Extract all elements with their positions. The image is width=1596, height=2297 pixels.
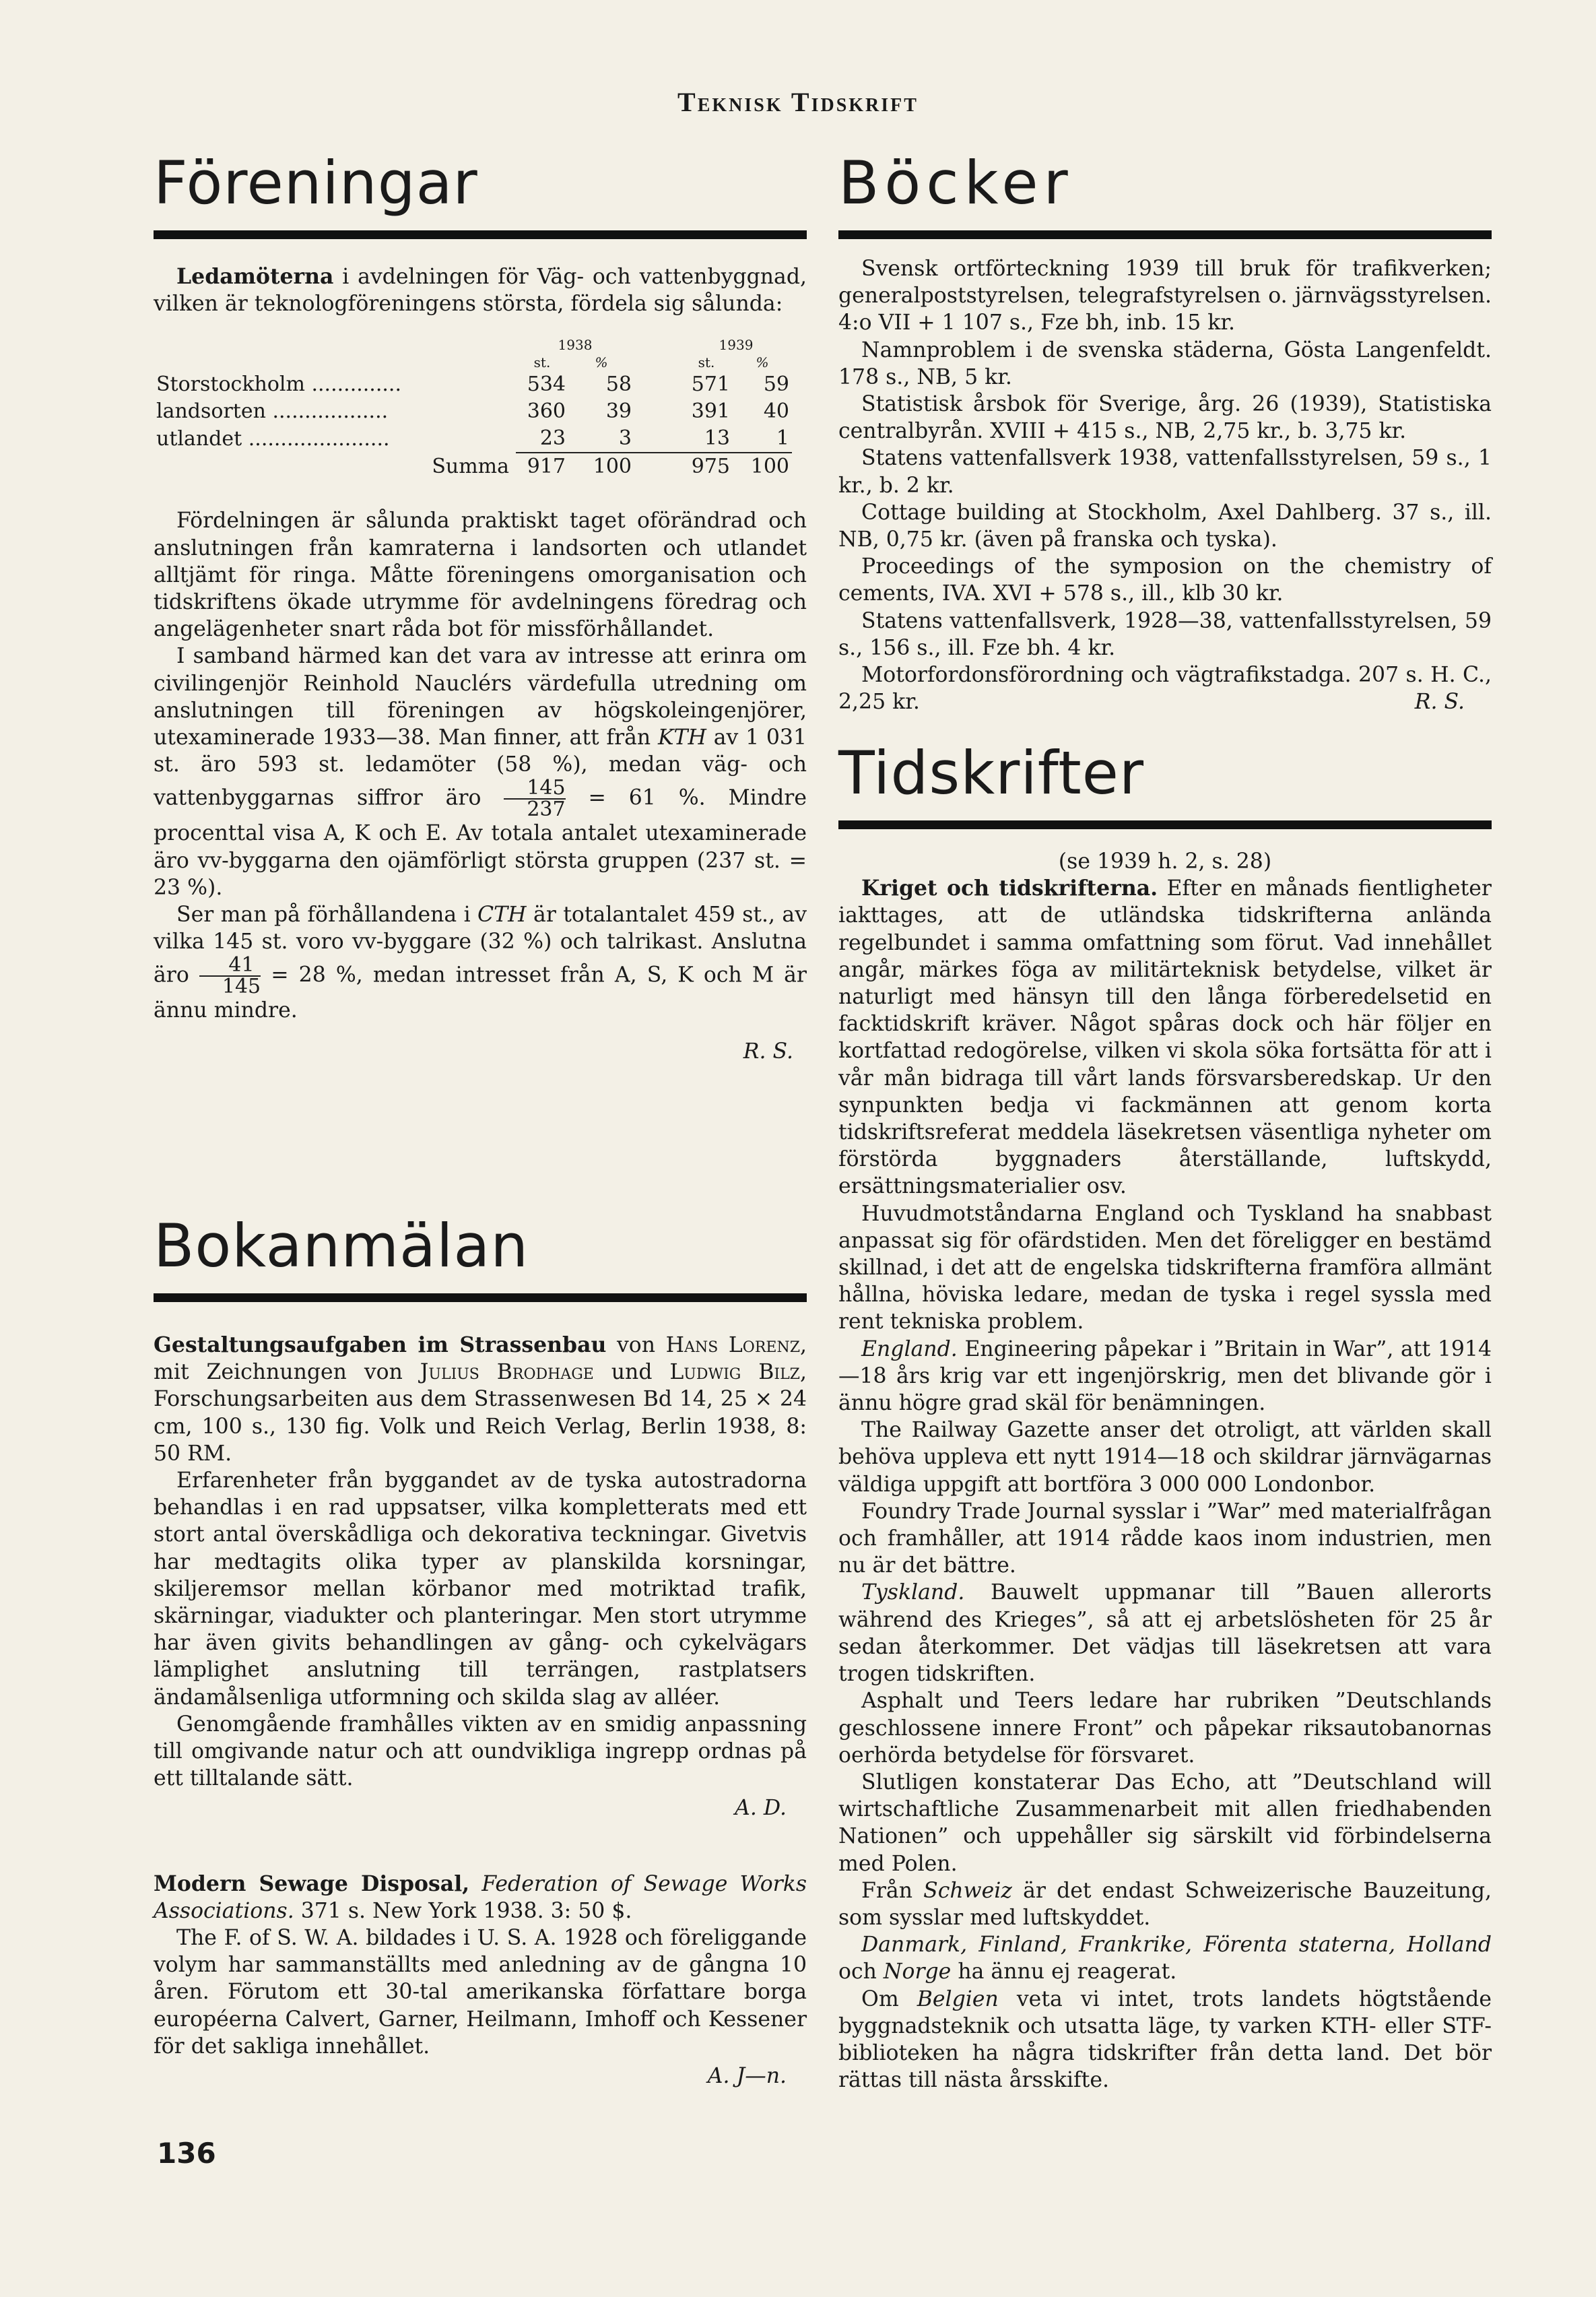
foreningar-paragraph: I samband härmed kan det vara av intresse att erinra om civilingenjör Reinhold Nauclérs värdefulla utredning om anslutningen till föreningen av högskoleingenjörer, utexaminerade 1933—38. Man finner, att från KTH av 1 031 st. äro 593 st. ledamöter (58 %), medan väg- och vattenbyggarnas siffror äro $\frac{145}{237}$ = 61 %. Mindre procenttal visa A, K och E. Av totala antalet utexaminerade äro vv-byggarna den ojämförligt största gruppen (237 st. = 23 %). xyxy=(154,644,807,900)
section-bocker xyxy=(838,150,1492,716)
review-heading: Modern Sewage Disposal, Federation of Sewage Works Associations. 371 s. New York 1938. 3: 50 $. xyxy=(154,1871,807,1923)
tidskrifter-paragraph: Danmark, Finland, Frankrike, Förenta staterna, Holland och Norge ha ännu ej reagerat. xyxy=(838,1933,1492,1984)
table-row: utlandet ...................... 23 3 13 1 xyxy=(156,426,789,451)
table-sum-row: Summa 917 100 975 100 xyxy=(154,453,792,480)
tidskrifter-paragraph: Från Schweiz är det endast Schweizerische Bauzeitung, som sysslar med luftskyddet. xyxy=(838,1878,1492,1930)
book-entry: Namnproblem i de svenska städerna, Gösta Langenfeldt. 178 s., NB, 5 kr. xyxy=(838,337,1492,389)
signature: R. S. xyxy=(1414,690,1465,715)
tidskrifter-paragraph: Om Belgien veta vi intet, trots landets högtstående byggnadsteknik och utsatta läge, ty varken KTH- eller STF-biblioteken ha några tidskrifter från detta land. Det bör rättas till nästa årsskifte. xyxy=(838,1986,1492,2093)
signature: A. J—n. xyxy=(707,2064,787,2089)
bocker-body xyxy=(838,255,1492,716)
tidskrifter-paragraph: Asphalt und Teers ledare har rubriken ”Deutschlands geschlossene innere Front” och påpekar riksautobanornas oerhörda betydelse för försvaret. xyxy=(838,1689,1492,1768)
book-entry: Statens vattenfallsverk, 1928—38, vattenfallsstyrelsen, 59 s., 156 s., ill. Fze bh. 4 kr. xyxy=(838,608,1492,660)
tidskrifter-body xyxy=(838,848,1492,2094)
section-title-foreningar: Föreningar xyxy=(154,148,478,218)
book-entry: Statistisk årsbok för Sverige, årg. 26 (1939), Statistiska centralbyrån. XVIII + 415 s., NB, 2,75 kr., b. 3,75 kr. xyxy=(838,392,1492,444)
table-row: landsorten .................. 360 39 391 40 xyxy=(156,399,789,424)
tidskrifter-paragraph: Tyskland. Bauwelt uppmanar till ”Bauen allerorts während des Krieges”, så att ej arbetslösheten för 25 år sedan återkommer. Det vädjas till läsekretsen att vara trogen tidskriften. xyxy=(838,1580,1492,1687)
bokanmalan-body xyxy=(154,1332,807,2090)
tidskrifter-paragraph: Slutligen konstaterar Das Echo, att ”Deutschland will wirtschaftliche Zusammenarbeit mit allen friedhabenden Nationen” och uppehåller sig särskilt vid förbindelserna med Polen. xyxy=(838,1770,1492,1876)
page-number: 136 xyxy=(157,2137,216,2170)
section-rule xyxy=(154,230,807,239)
book-entry: Svensk ortförteckning 1939 till bruk för trafikverken; generalpoststyrelsen, telegrafstyrelsen o. järnvägsstyrelsen. 4:o VII + 1 107 s., Fze bh, inb. 15 kr. xyxy=(838,257,1492,335)
foreningar-paragraph: Ser man på förhållandena i CTH är totalantalet 459 st., av vilka 145 st. voro vv-byggare (32 %) och talrikast. Anslutna äro $\frac{41}{145}$ = 28 %, medan intresset från A, S, K och M är ännu mindre. xyxy=(154,903,807,1023)
review-paragraph: Erfarenheter från byggandet av de tyska autostradorna behandlas i en rad uppsatser, vilka kompletterats med ett stort antal överskådliga och dekorativa teckningar. Givetvis har medtagits olika typer av planskilda korsningar, skiljeremsor mellan körbanor med motriktad trafik, skärningar, viadukter och planteringar. Men stort utrymme har även givits behandlingen av gång- och cykelvägars lämplighet anslutning till terrängen, rastplatsers ändamålsenliga utformning och skilda slag av alléer. xyxy=(154,1468,807,1710)
masthead: Teknisk Tidskrift xyxy=(677,87,919,117)
foreningar-intro: Ledamöterna i avdelningen för Väg- och vattenbyggnad, vilken är teknologföreningens största, fördela sig sålunda: xyxy=(154,264,807,317)
foreningar-body xyxy=(154,263,807,1065)
year-1938: 1938 xyxy=(558,337,593,354)
signature: A. D. xyxy=(735,1796,787,1821)
section-bokanmalan xyxy=(154,1212,807,2090)
review-paragraph: The F. of S. W. A. bildades i U. S. A. 1928 och föreliggande volym har sammanställts med anledning av de gångna 10 åren. Förutom ett 30-tal amerikanska författare borga européerna Calvert, Garner, Heilmann, Imhoff och Kessener för det sakliga innehållet. xyxy=(154,1926,807,2059)
fraction: $\frac{145}{237}$ xyxy=(504,778,565,820)
tidskrifter-paragraph: England. Engineering påpekar i ”Britain in War”, att 1914—18 års krig var ett ingenjörskrig, men det blivande gör i ännu högre grad skäl för benämningen. xyxy=(838,1336,1492,1416)
review-paragraph: Genomgående framhålles vikten av en smidig anpassning till omgivande natur och att oundvikliga ingrepp ordnas på ett tilltalande sätt. xyxy=(154,1712,807,1791)
table-row: Storstockholm .............. 534 58 571 59 xyxy=(156,373,789,397)
section-rule xyxy=(838,230,1492,239)
section-title-bocker: Böcker xyxy=(838,148,1073,218)
fraction: $\frac{41}{145}$ xyxy=(199,955,261,997)
signature: R. S. xyxy=(743,1039,793,1064)
foreningar-paragraph: Fördelningen är sålunda praktiskt taget oförändrad och anslutningen från kamraterna i landsorten och utlandet alltjämt för ringa. Måtte föreningens omorganisation och tidskriftens ökade utrymme för avdelningens föredrag och angelägenheter snart råda bot för missförhållandet. xyxy=(154,509,807,642)
book-entry: Proceedings of the symposion on the chemistry of cements, IVA. XVI + 578 s., ill., klb 30 kr. xyxy=(838,554,1492,606)
section-foreningar xyxy=(154,150,807,1065)
year-1939: 1939 xyxy=(719,337,754,354)
book-entry: Motorfordonsförordning och vägtrafikstadga. 207 s. H. C., 2,25 kr. xyxy=(838,663,1492,715)
section-title-bokanmalan: Bokanmälan xyxy=(154,1211,529,1281)
section-title-tidskrifter: Tidskrifter xyxy=(838,738,1145,808)
tidskrifter-paragraph: Kriget och tidskrifterna. Efter en månads fientligheter iakttages, att de utländska tidskrifterna anlända regelbundet i samma omfattning som förut. Vad innehållet angår, märkes föga av militärteknisk betydelse, vilket är naturligt med hänsyn till den långa förberedelsetid en facktidskrift kräver. Något spåras dock och här följer en kortfattad redogörelse, vilken vi skola söka fortsätta för att i vår mån bidraga till vårt lands försvarsberedskap. Ur den synpunkten bedja vi fackmännen att genom korta tidskriftsreferat meddela läsekretsen väsentliga nyheter om förstörda byggnaders återställande, luftskydd, ersättningsmaterialier osv. xyxy=(838,876,1492,1199)
review-heading: Gestaltungsaufgaben im Strassenbau von Hans Lorenz, mit Zeichnungen von Julius Brodhage und Ludwig Bilz, Forschungsarbeiten aus dem Strassenwesen Bd 14, 25 × 24 cm, 100 s., 130 fig. Volk und Reich Verlag, Berlin 1938, 8: 50 RM. xyxy=(154,1332,807,1466)
section-rule xyxy=(154,1293,807,1302)
tidskrifter-paragraph: Huvudmotståndarna England och Tyskland ha snabbast anpassat sig för ofärdstiden. Men det föreligger en bestämd skillnad, i det att de engelska tidskrifterna framföra allmänt hållna, höviska ledare, medan de tyska i regel syssla med rent tekniska problem. xyxy=(838,1201,1492,1334)
reference-note: (se 1939 h. 2, s. 28) xyxy=(1058,849,1272,874)
section-rule xyxy=(838,820,1492,829)
section-tidskrifter xyxy=(838,740,1492,2094)
tidskrifter-paragraph: Foundry Trade Journal sysslar i ”War” med materialfrågan och framhåller, att 1914 rådde kaos inom industrien, men nu är det bättre. xyxy=(838,1499,1492,1578)
membership-table: 1938 1939 st. % st. % Storstockholm .............. 534 58 571 59 landsorten .................. 360 39 391 40 utlandet ...................... 23 3 13 1 Summa 917 100 975 100 xyxy=(154,336,792,480)
book-entry: Cottage building at Stockholm, Axel Dahlberg. 37 s., ill. NB, 0,75 kr. (även på franska och tyska). xyxy=(838,500,1492,552)
tidskrifter-paragraph: The Railway Gazette anser det otroligt, att världen skall behöva uppleva ett nytt 1914—18 och skildrar järnvägarnas väldiga uppgift att bortföra 3 000 000 Londonbor. xyxy=(838,1418,1492,1497)
book-entry: Statens vattenfallsverk 1938, vattenfallsstyrelsen, 59 s., 1 kr., b. 2 kr. xyxy=(838,446,1492,498)
